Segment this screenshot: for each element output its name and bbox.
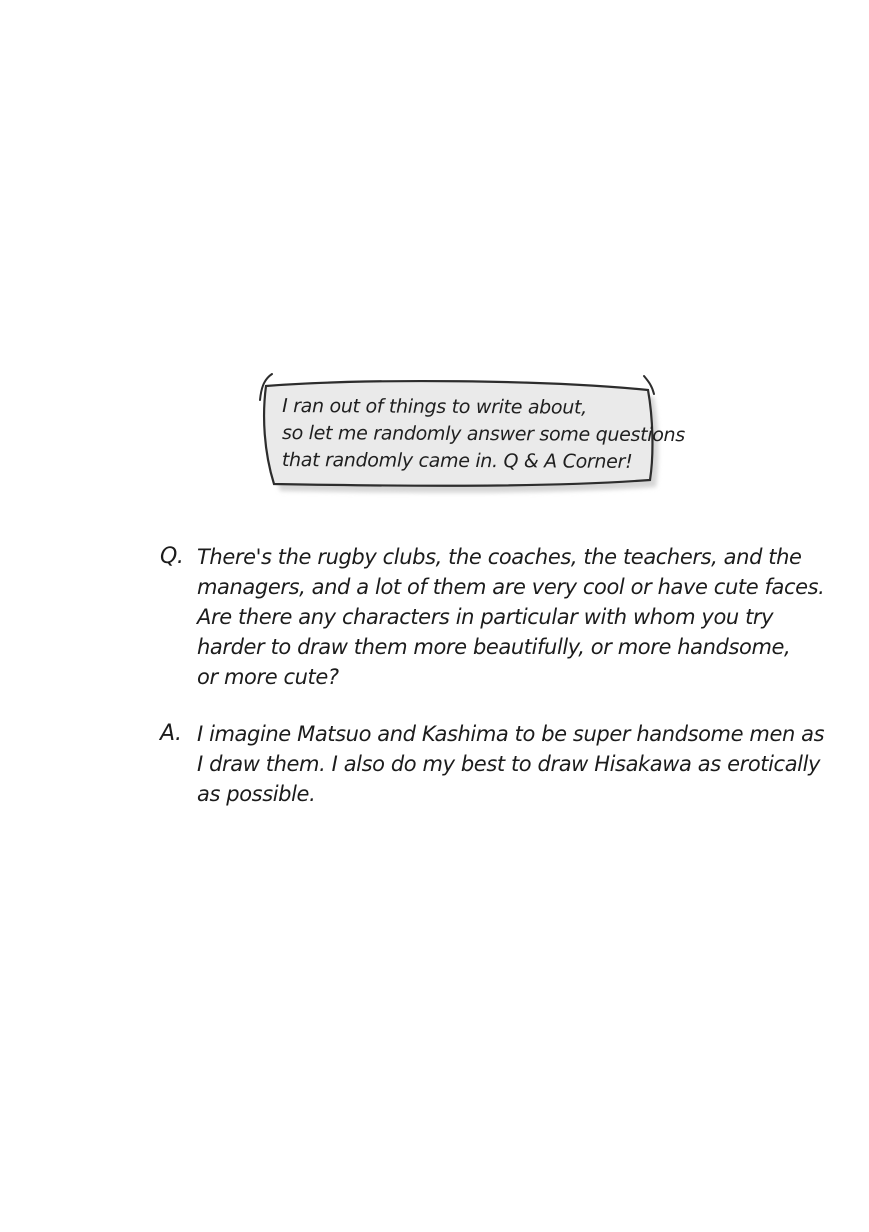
note-box-line: so let me randomly answer some questions (281, 422, 685, 447)
question-text (197, 542, 824, 692)
question-label: Q. (160, 544, 184, 569)
answer-line: as possible. (197, 782, 316, 806)
note-box-line: I ran out of things to write about, (282, 395, 587, 419)
question-block (160, 542, 825, 692)
question-line: Are there any characters in particular with whom you try (197, 605, 774, 629)
answer-text (197, 719, 824, 809)
note-box (250, 366, 685, 512)
answer-line: I draw them. I also do my best to draw Hisakawa as erotically (197, 752, 821, 776)
note-box-text (281, 393, 685, 476)
question-line: There's the rugby clubs, the coaches, the teachers, and the (197, 545, 802, 569)
answer-line: I imagine Matsuo and Kashima to be super handsome men as (197, 722, 825, 746)
answer-block (160, 719, 825, 809)
question-line: managers, and a lot of them are very cool or have cute faces. (197, 575, 825, 599)
note-box-line: that randomly came in. Q & A Corner! (281, 449, 633, 473)
answer-label: A. (160, 721, 182, 746)
question-line: or more cute? (197, 665, 339, 689)
question-line: harder to draw them more beautifully, or more handsome, (197, 635, 791, 659)
